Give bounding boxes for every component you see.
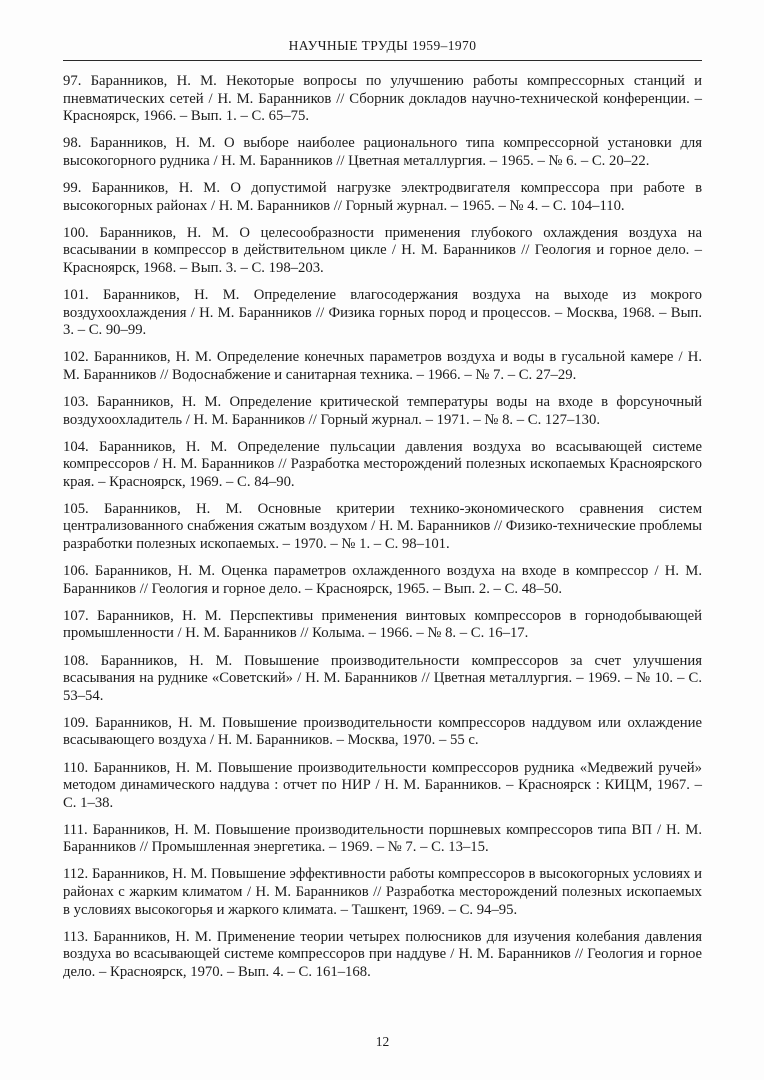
entry-number: 106. xyxy=(63,563,89,580)
bibliography-entry xyxy=(63,73,702,126)
entry-number: 98. xyxy=(63,135,82,152)
entry-number: 109. xyxy=(63,714,89,731)
bibliography-entry xyxy=(63,349,702,384)
bibliography-entry xyxy=(63,715,702,750)
bibliography-entry xyxy=(63,822,702,857)
entry-number: 99. xyxy=(63,179,82,196)
page-body xyxy=(63,0,702,1080)
entry-number: 101. xyxy=(63,286,89,303)
entry-number: 110. xyxy=(63,759,89,776)
entry-text: Баранников, Н. М. Определение пульсации давления воздуха во всасывающей системе компрессоров / Н. М. Баранников // Разработка месторождений полезных ископаемых Красноярского края. – Красноярск, 1969. – С. 84–90. xyxy=(63,438,702,490)
running-header: НАУЧНЫЕ ТРУДЫ 1959–1970 xyxy=(288,38,477,53)
entry-number: 104. xyxy=(63,438,89,455)
entry-text: Баранников, Н. М. Применение теории четырех полюсников для изучения колебания давления воздуха во всасывающей системе компрессоров при наддуве / Н. М. Баранников // Геология и горное дело. – Красноярск, 1970. – Вып. 4. – С. 161–168. xyxy=(63,928,703,980)
entry-text: Баранников, Н. М. Определение влагосодержания воздуха на выходе из мокрого воздухоохлаждения / Н. М. Баранников // Физика горных пород и процессов. – Москва, 1968. – Вып. 3. – С. 90–99. xyxy=(63,286,702,339)
entry-number: 100. xyxy=(63,224,89,241)
entry-number: 97. xyxy=(63,73,82,89)
entry-number: 107. xyxy=(63,607,89,624)
bibliography-entry xyxy=(63,501,702,554)
entry-number: 103. xyxy=(63,393,89,410)
bibliography-list xyxy=(63,73,702,982)
entry-text: Баранников, Н. М. О допустимой нагрузке электродвигателя компрессора при работе в высокогорных районах / Н. М. Баранников // Горный журнал. – 1965. – № 4. – С. 104–110. xyxy=(63,179,703,214)
bibliography-entry xyxy=(63,180,702,215)
entry-number: 111. xyxy=(63,821,88,838)
entry-text: Баранников, Н. М. Некоторые вопросы по улучшению работы компрессорных станций и пневматических сетей / Н. М. Баранников // Сборник докладов научно-технической конференции. – Красноярск, 1966. – Вып. 1. – С. 65–75. xyxy=(63,73,703,125)
header-rule xyxy=(63,60,702,61)
bibliography-entry xyxy=(63,866,702,919)
bibliography-entry xyxy=(63,653,702,706)
entry-number: 113. xyxy=(63,928,89,945)
entry-number: 105. xyxy=(63,500,89,517)
entry-text: Баранников, Н. М. О выборе наиболее рационального типа компрессорной установки для высокогорного рудника / Н. М. Баранников // Цветная металлургия. – 1965. – № 6. – С. 20–22. xyxy=(63,135,702,169)
entry-text: Баранников, Н. М. Оценка параметров охлажденного воздуха на входе в компрессор / Н. М. Баранников // Геология и горное дело. – Красноярск, 1965. – Вып. 2. – С. 48–50. xyxy=(63,563,702,597)
entry-text: Баранников, Н. М. Повышение производительности компрессоров за счет улучшения всасывания на руднике «Советский» / Н. М. Баранников // Цветная металлургия. – 1969. – № 10. – С. 53–54. xyxy=(63,652,703,704)
bibliography-entry xyxy=(63,287,702,340)
entry-text: Баранников, Н. М. Повышение производительности компрессоров наддувом или охлаждение всасывающего воздуха / Н. М. Баранников. – Москва, 1970. – 55 с. xyxy=(63,714,702,749)
entry-text: Баранников, Н. М. Определение конечных параметров воздуха и воды в гусальной камере / Н. М. Баранников // Водоснабжение и санитарная техника. – 1966. – № 7. – С. 27–29. xyxy=(63,349,702,383)
entry-text: Баранников, Н. М. Повышение производительности поршневых компрессоров типа ВП / Н. М. Баранников // Промышленная энергетика. – 1969. – № 7. – С. 13–15. xyxy=(63,821,702,856)
entry-text: Баранников, Н. М. Основные критерии технико-экономического сравнения систем централизованного снабжения сжатым воздухом / Н. М. Баранников // Физико-технические проблемы разработки полезных ископаемых. – 1970. – № 1. – С. 98–101. xyxy=(63,500,702,553)
entry-text: Баранников, Н. М. Повышение эффективности работы компрессоров в высокогорных условиях и районах с жарким климатом / Н. М. Баранников // Разработка месторождений полезных ископаемых в условиях высокогорья и жаркого климата. – Ташкент, 1969. – С. 94–95. xyxy=(63,866,702,918)
page-number: 12 xyxy=(375,1034,390,1049)
entry-text: Баранников, Н. М. Определение критической температуры воды на входе в форсуночный воздухоохладитель / Н. М. Баранников // Горный журнал. – 1971. – № 8. – С. 127–130. xyxy=(63,393,702,428)
bibliography-entry xyxy=(63,929,702,982)
bibliography-entry xyxy=(63,760,702,813)
bibliography-entry xyxy=(63,135,702,170)
entry-number: 112. xyxy=(63,866,89,883)
bibliography-entry xyxy=(63,563,702,598)
entry-text: Баранников, Н. М. Перспективы применения винтовых компрессоров в горнодобывающей промышленности / Н. М. Баранников // Колыма. – 1966. – № 8. – С. 16–17. xyxy=(63,607,702,642)
entry-number: 102. xyxy=(63,349,89,366)
bibliography-entry xyxy=(63,394,702,429)
entry-text: Баранников, Н. М. Повышение производительности компрессоров рудника «Медвежий ручей» методом динамического наддува : отчет по НИР / Н. М. Баранников. – Красноярск : КИЦМ, 1967. – С. 1–38. xyxy=(63,759,702,811)
bibliography-entry xyxy=(63,608,702,643)
entry-number: 108. xyxy=(63,652,89,669)
entry-text: Баранников, Н. М. О целесообразности применения глубокого охлаждения воздуха на всасывании в компрессор в действительном цикле / Н. М. Баранников // Геология и горное дело. – Красноярск, 1968. – Вып. 3. – С. 198–203. xyxy=(63,224,702,276)
bibliography-entry xyxy=(63,225,702,278)
bibliography-entry xyxy=(63,439,702,492)
